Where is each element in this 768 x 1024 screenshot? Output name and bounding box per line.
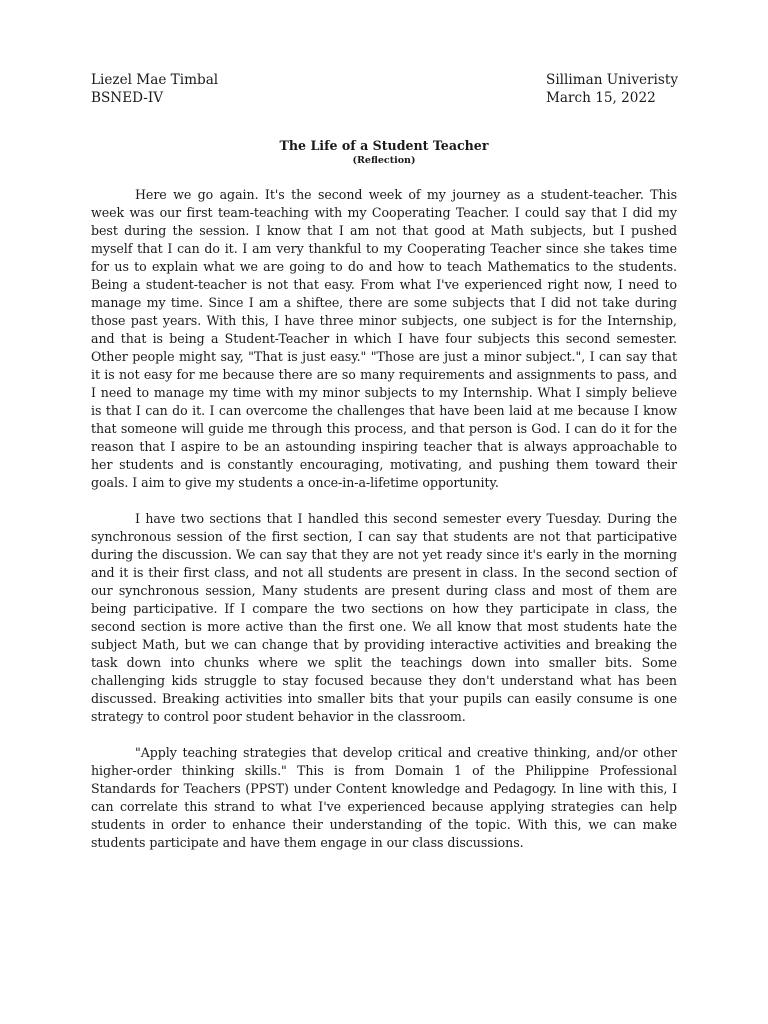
author-block bbox=[91, 71, 218, 107]
paragraph-3: "Apply teaching strategies that develop critical and creative thinking, and/or other higher-order thinking skills." This is from Domain 1 of the Philippine Professional Standards for Teachers (PPST) under Content knowledge and Pedagogy. In line with this, I can correlate this strand to what I've experienced because applying strategies can help students in order to enhance their understanding of the topic. With this, we can make students participate and have them engage in our class discussions. bbox=[91, 745, 677, 850]
school-block bbox=[546, 71, 678, 107]
school-name: Silliman Univeristy bbox=[546, 72, 679, 88]
document-subtitle: (Reflection) bbox=[352, 155, 416, 166]
reflection-body bbox=[91, 186, 677, 870]
paragraph-2: I have two sections that I handled this second semester every Tuesday. During the synchronous session of the first section, I can say that students are not that participative during the discussion. We can say that they are not yet ready since it's early in the morning and it is their first class, and not all students are present in class. In the second section of our synchronous session, Many students are present during class and most of them are being participative. If I compare the two sections on how they participate in class, the second section is more active than the first one. We all know that most students hate the subject Math, but we can change that by providing interactive activities and breaking the task down into chunks where we split the teachings down into smaller bits. Some challenging kids struggle to stay focused because they don't understand what has been discussed. Breaking activities into smaller bits that your pupils can easily consume is one strategy to control poor student behavior in the classroom. bbox=[91, 511, 677, 724]
author-name: Liezel Mae Timbal bbox=[91, 72, 219, 88]
document-date: March 15, 2022 bbox=[546, 90, 656, 106]
paragraph-1: Here we go again. It's the second week of my journey as a student-teacher. This week was our first team-teaching with my Cooperating Teacher. I could say that I did my best during the session. I know that I am not that good at Math subjects, but I pushed myself that I can do it. I am very thankful to my Cooperating Teacher since she takes time for us to explain what we are going to do and how to teach Mathematics to the students. Being a student-teacher is not that easy. From what I've experienced right now, I need to manage my time. Since I am a shiftee, there are some subjects that I did not take during those past years. With this, I have three minor subjects, one subject is for the Internship, and that is being a Student-Teacher in which I have four subjects this second semester. Other people might say, "That is just easy." "Those are just a minor subject.", I can say that it is not easy for me because there are so many requirements and assignments to pass, and I need to manage my time with my minor subjects to my Internship. What I simply believe is that I can do it. I can overcome the challenges that have been laid at me because I know that someone will guide me through this process, and that person is God. I can do it for the reason that I aspire to be an astounding inspiring teacher that is always approachable to her students and is constantly encouraging, motivating, and pushing them toward their goals. I aim to give my students a once-in-a-lifetime opportunity. bbox=[91, 187, 677, 490]
course-name: BSNED-IV bbox=[91, 90, 164, 106]
document-title: The Life of a Student Teacher bbox=[279, 138, 489, 153]
